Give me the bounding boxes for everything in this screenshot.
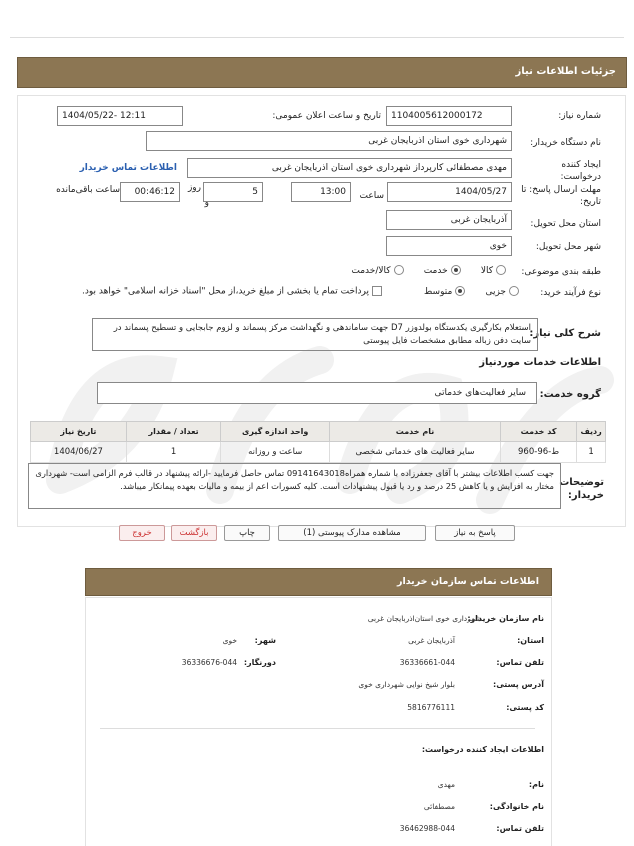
buyer-contact-link[interactable]: اطلاعات تماس خریدار	[79, 163, 177, 173]
city-label: شهر محل تحویل:	[535, 242, 601, 252]
summary-label: شرح کلی نیاز:	[529, 328, 601, 339]
col-header-row-no: ردیف	[577, 422, 606, 442]
category-goods-option[interactable]: کالا	[481, 266, 509, 276]
page-header	[17, 57, 627, 88]
buyer-notes-label: توضیحات	[559, 477, 604, 488]
contact-province-label: استان:	[517, 636, 544, 645]
remaining-label: ساعت باقی‌مانده	[56, 185, 120, 195]
service-group-field: سایر فعالیت‌های خدماتی	[97, 382, 537, 404]
category-label: طبقه بندی موضوعی:	[521, 267, 601, 277]
contact-province-value: آذربایجان غربی	[408, 636, 455, 645]
buyer-notes-label-2: خریدار:	[567, 490, 604, 501]
table-row	[31, 442, 606, 463]
col-header-quantity: تعداد / مقدار	[126, 422, 220, 442]
need-number-field: 1104005612000172	[386, 106, 512, 126]
table-header-row	[31, 422, 606, 442]
creator-section-label: اطلاعات ایجاد کننده درخواست:	[421, 745, 544, 754]
contact-phone-value: 36336661-044	[399, 658, 455, 667]
contact-fax-value: 36336676-044	[181, 658, 237, 667]
deadline-time-field: 13:00	[291, 182, 351, 202]
summary-text: استعلام بکارگیری یکدستگاه بولدوزر D7 جهت ساماندهی و نگهداشت مرکز پسماند و لزوم جابجایی و تسطیح پسماند در سایت دفن زباله مطابق مشخصات فایل پیوستی	[92, 318, 538, 351]
services-table-wrapper	[30, 421, 606, 463]
and-label: و	[204, 198, 209, 208]
print-button[interactable]: چاپ	[224, 525, 270, 541]
province-label: استان محل تحویل:	[530, 219, 601, 229]
buyer-org-field: شهرداری خوی استان اذربایجان غربی	[146, 131, 512, 151]
province-field: آذربایجان غربی	[386, 210, 512, 230]
payment-note: پرداخت تمام یا بخشی از مبلغ خرید،از محل "اسناد خزانه اسلامی" خواهد بود.	[81, 286, 369, 297]
remaining-time-field: 00:46:12	[120, 182, 180, 202]
cell-code: ط-96-960	[500, 442, 576, 463]
contact-postal-label: کد پستی:	[506, 703, 544, 712]
creator-last-name-value: مصطفائی	[423, 802, 455, 811]
deadline-label: مهلت ارسال پاسخ: تا	[521, 185, 601, 195]
cell-row-no: 1	[577, 442, 606, 463]
cell-unit: ساعت و روزانه	[221, 442, 330, 463]
contact-address-label: آدرس پستی:	[493, 680, 544, 689]
announce-field: 1404/05/22- 12:11	[57, 106, 183, 126]
page-title: جزئیات اطلاعات نیاز	[515, 66, 616, 77]
view-attachments-button[interactable]: مشاهده مدارک پیوستی (1)	[278, 525, 426, 541]
category-goods-service-option[interactable]: کالا/خدمت	[351, 266, 406, 276]
days-field: 5	[203, 182, 263, 202]
category-service-option[interactable]: خدمت	[424, 266, 464, 276]
contact-fax-label: دورنگار:	[243, 658, 276, 667]
creator-phone-label: تلفن تماس:	[496, 824, 544, 833]
service-group-label: گروه خدمت:	[539, 389, 601, 400]
exit-button[interactable]: خروج	[119, 525, 165, 541]
creator-label-2: درخواست:	[560, 172, 601, 182]
contact-city-label: شهر:	[254, 636, 276, 645]
cell-date: 1404/06/27	[31, 442, 127, 463]
contact-org-value: شهرداری خوی استان‌اذربایجان غربی	[367, 614, 481, 623]
contact-divider	[100, 728, 535, 729]
deadline-date-field: 1404/05/27	[387, 182, 512, 202]
category-radio-group	[351, 265, 509, 276]
creator-first-name-label: نام:	[528, 780, 544, 789]
creator-first-name-value: مهدی	[437, 780, 455, 789]
services-table	[30, 421, 606, 463]
creator-field: مهدی مصطفائی کارپرداز شهرداری خوی استان اذربایجان غربی	[187, 158, 512, 178]
need-number-label: شماره نیاز:	[558, 111, 601, 121]
top-divider	[10, 37, 624, 38]
radio-selected-icon[interactable]	[455, 286, 465, 296]
process-label: نوع فرآیند خرید:	[540, 288, 601, 298]
buyer-notes-text: جهت کسب اطلاعات بیشتر با آقای جعفرزاده با شماره همراه09141643018 تماس حاصل فرمایید -ارائه پیشنهاد در قالب فرم الزامی است- شهرداری مختار به افزایش و یا کاهش 25 درصد و رد یا قبول پیشنهادات است. کلیه کسورات اعم از بیمه و مالیات بعهده پیمانکار میباشد.	[28, 463, 561, 509]
radio-icon[interactable]	[496, 265, 506, 275]
creator-last-name-label: نام خانوادگی:	[489, 802, 544, 811]
col-header-date: تاریخ نیاز	[31, 422, 127, 442]
treasury-payment-option[interactable]	[82, 286, 385, 297]
buyer-org-label: نام دستگاه خریدار:	[530, 138, 601, 148]
cell-name: سایر فعالیت های خدماتی شخصی	[330, 442, 501, 463]
contact-title: اطلاعات تماس سازمان خریدار	[396, 576, 539, 587]
time-label: ساعت	[359, 191, 384, 201]
city-field: خوی	[386, 236, 512, 256]
radio-icon[interactable]	[394, 265, 404, 275]
reply-button[interactable]: پاسخ به نیاز	[435, 525, 515, 541]
creator-label: ایجاد کننده	[561, 160, 601, 170]
back-button[interactable]: بازگشت	[171, 525, 217, 541]
services-section-title: اطلاعات خدمات موردنیاز	[479, 357, 601, 368]
radio-icon[interactable]	[509, 286, 519, 296]
process-radio-group	[424, 286, 522, 297]
contact-city-value: خوی	[222, 636, 237, 645]
contact-phone-label: تلفن تماس:	[496, 658, 544, 667]
days-label: روز	[187, 183, 201, 193]
creator-phone-value: 36462988-044	[399, 824, 455, 833]
radio-selected-icon[interactable]	[451, 265, 461, 275]
announce-label: تاریخ و ساعت اعلان عمومی:	[272, 111, 381, 121]
col-header-code: کد خدمت	[500, 422, 576, 442]
contact-address-value: بلوار شیخ نوایی شهرداری خوی	[358, 680, 455, 689]
checkbox-icon[interactable]	[372, 286, 382, 296]
process-medium-option[interactable]: متوسط	[424, 287, 468, 297]
contact-header	[85, 568, 552, 596]
cell-quantity: 1	[126, 442, 220, 463]
deadline-label-2: تاریخ:	[580, 197, 601, 207]
contact-postal-value: 5816776111	[407, 703, 455, 712]
contact-org-label: نام سازمان خریدار:	[467, 614, 544, 623]
contact-panel	[85, 597, 552, 846]
col-header-name: نام خدمت	[330, 422, 501, 442]
col-header-unit: واحد اندازه گیری	[221, 422, 330, 442]
process-minor-option[interactable]: جزیی	[485, 287, 522, 297]
